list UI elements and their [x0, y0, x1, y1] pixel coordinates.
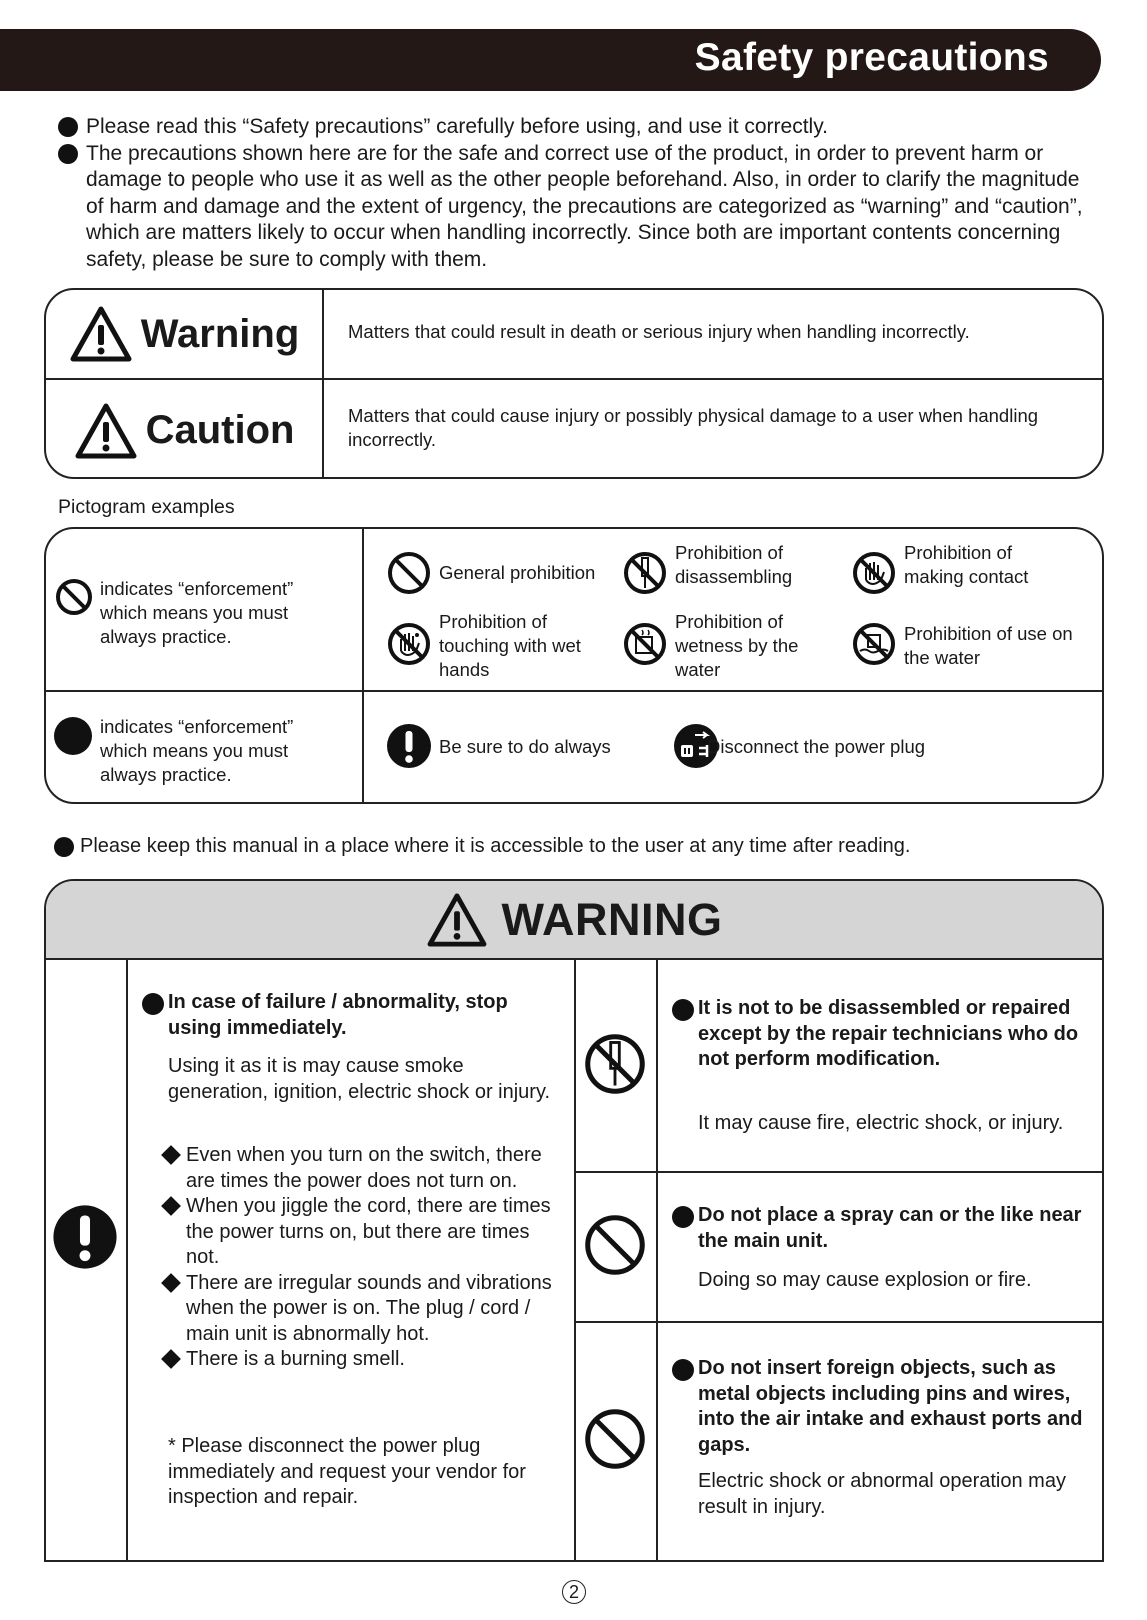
foreign-objects-text: Electric shock or abnormal operation may result in injury. — [698, 1470, 1066, 1518]
prohibit-description: indicates “enforcement” which means you must always practice. — [100, 578, 294, 647]
failure-text: Using it as it is may cause smoke generation, ignition, electric shock or injury. — [168, 1055, 551, 1103]
pictogram-label-wetness: Prohibition of wetness by the water — [675, 611, 799, 680]
pictogram-label-always: Be sure to do always — [439, 736, 611, 757]
bullet-dot — [54, 837, 74, 857]
bullet-dot — [672, 1359, 694, 1381]
disassembly-heading: It is not to be disassembled or repaired except by the repair technicians who do not perform modification. — [672, 996, 1082, 1073]
warning-section-header — [46, 881, 1102, 960]
failure-bullets — [164, 1143, 562, 1373]
pictogram-label-contact: Prohibition of making contact — [904, 542, 1029, 587]
no-water-use-icon — [851, 621, 897, 667]
bullet-dot — [672, 999, 694, 1021]
list-item: When you jiggle the cord, there are times the power turns on, but there are times not. — [164, 1194, 562, 1271]
warning-triangle-icon — [426, 892, 488, 948]
bullet-dot — [58, 117, 78, 137]
page-number: 2 — [562, 1580, 586, 1604]
caution-text: Matters that could cause injury or possibly physical damage to a user when handling incorrectly. — [348, 405, 1039, 450]
exclamation-icon — [386, 723, 432, 769]
intro — [58, 114, 1088, 274]
foreign-objects-heading: Do not insert foreign objects, such as metal objects including pins and wires, into the air intake and exhaust ports and gaps. — [672, 1356, 1087, 1458]
level-definitions — [44, 288, 1104, 479]
intro-paragraph-1: Please read this “Safety precautions” carefully before using, and use it correctly. — [58, 114, 1088, 141]
pictogram-examples — [44, 527, 1104, 804]
prohibition-icon — [582, 1406, 648, 1472]
caution-triangle-icon — [74, 402, 138, 460]
prohibition-icon — [386, 550, 432, 596]
failure-heading: In case of failure / abnormality, stop using immediately. — [142, 990, 542, 1041]
no-wet-hands-icon — [386, 621, 432, 667]
warning-triangle-icon — [69, 305, 133, 363]
list-item: Even when you turn on the switch, there are times the power does not turn on. — [164, 1143, 562, 1194]
pictogram-label-general: General prohibition — [439, 562, 596, 583]
intro-paragraph-2: The precautions shown here are for the safe and correct use of the product, in order to prevent harm or damage to people who use it as well as the other people beforehand. Also, in order to clarify the magnitude of harm and damage and the extent of urgency, the precautions are categorized as “warning” and “caution”, which are matters likely to occur when handling incorrectly. Since both are important contents concerning safety, please be sure to comply with them. — [58, 141, 1088, 274]
warning-section-title: WARNING — [501, 893, 723, 945]
no-wetness-icon — [622, 621, 668, 667]
no-disassembly-icon — [582, 1031, 648, 1097]
pictogram-label-wet-hands: Prohibition of touching with wet hands — [439, 611, 581, 680]
page-header — [0, 29, 1101, 91]
prohibition-icon — [54, 577, 94, 617]
bullet-dot — [142, 993, 164, 1015]
warning-label: Warning — [140, 311, 300, 356]
bullet-dot — [58, 144, 78, 164]
caution-label: Caution — [145, 408, 295, 452]
bullet-dot — [672, 1206, 694, 1228]
page-title: Safety precautions — [694, 36, 1049, 79]
list-item: There are irregular sounds and vibrations when the power is on. The plug / cord / main unit is abnormally hot. — [164, 1271, 562, 1348]
caution-row — [46, 380, 1102, 479]
no-disassembly-icon — [622, 550, 668, 596]
list-item: There is a burning smell. — [164, 1347, 562, 1373]
pictogram-label-unplug: Disconnect the power plug — [707, 736, 926, 757]
enforce-description: indicates “enforcement” which means you must always practice. — [100, 716, 294, 785]
enforcement-dot-icon — [54, 717, 92, 755]
pictogram-title: Pictogram examples — [58, 496, 235, 518]
warning-text: Matters that could result in death or serious injury when handling incorrectly. — [348, 321, 970, 342]
spray-can-text: Doing so may cause explosion or fire. — [698, 1269, 1032, 1291]
keep-manual-note: Please keep this manual in a place where it is accessible to the user at any time after reading. — [54, 835, 910, 858]
prohibition-icon — [582, 1212, 648, 1278]
spray-can-heading: Do not place a spray can or the like near the main unit. — [672, 1203, 1082, 1254]
disassembly-text: It may cause fire, electric shock, or injury. — [698, 1112, 1064, 1134]
pictogram-label-water-use: Prohibition of use on the water — [904, 623, 1073, 668]
pictogram-label-disassembling: Prohibition of disassembling — [675, 542, 793, 587]
failure-note: * Please disconnect the power plug immediately and request your vendor for inspection and repair. — [168, 1435, 526, 1508]
mandatory-exclamation-icon — [52, 1204, 118, 1270]
warning-section — [44, 879, 1104, 1562]
no-contact-icon — [851, 550, 897, 596]
warning-row — [46, 290, 1102, 380]
